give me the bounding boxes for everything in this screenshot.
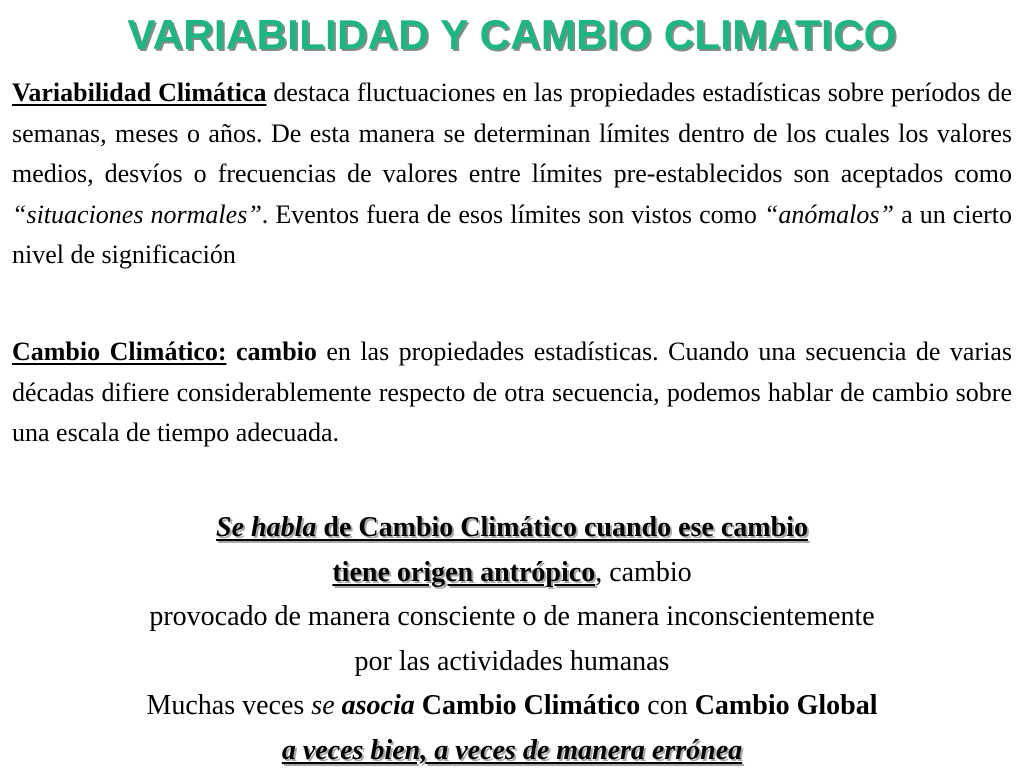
center-line5-cambio-climatico: Cambio Climático — [422, 690, 641, 721]
centered-block — [0, 506, 1024, 773]
term-variabilidad-climatica: Variabilidad Climática — [12, 78, 266, 107]
p1-text-2: . Eventos fuera de esos límites son vistos como — [262, 200, 764, 229]
center-line2-rest: , cambio — [595, 557, 691, 588]
p2-bold-cambio: cambio — [236, 337, 317, 366]
center-line-1 — [0, 506, 1024, 551]
center-line-4: por las actividades humanas — [0, 640, 1024, 685]
term-cambio-climatico: Cambio Climático: — [12, 337, 227, 366]
tiene-origen-antropico: tiene origen antrópico — [332, 557, 595, 588]
center-line5-asocia: asocia — [342, 690, 415, 721]
center-line1-cambio-climatico: Cambio Climático — [358, 512, 577, 543]
p1-italic-situaciones-normales: “situaciones normales” — [12, 200, 262, 229]
page-title: VARIABILIDAD Y CAMBIO CLIMATICO — [0, 10, 1024, 60]
p1-text-1: destaca fluctuaciones en las propiedades estadísticas sobre períodos de semanas, meses o años. De esta manera se determinan límites dentro de los cuales los valores medios, desvíos o frecuencias de valores entre límites pre-establecidos son aceptados como — [12, 78, 1012, 188]
center-line5-se: se — [311, 690, 334, 721]
center-line5-space1 — [335, 690, 342, 721]
center-line5-space2 — [415, 690, 422, 721]
center-line-6: a veces bien, a veces de manera errónea — [0, 729, 1024, 773]
center-line5-con: con — [640, 690, 694, 721]
paragraph-variabilidad — [12, 73, 1012, 276]
p2-text: en las propiedades estadísticas. Cuando una secuencia de varias décadas difiere considerablemente respecto de otra secuencia, podemos hablar de cambio sobre una escala de tiempo adecuada. — [12, 337, 1012, 447]
p1-text-3: a un cierto nivel de significación — [12, 200, 1012, 270]
p1-italic-anomalos: “anómalos” — [764, 200, 894, 229]
se-habla: Se habla — [216, 512, 316, 543]
center-line-3: provocado de manera consciente o de manera inconscientemente — [0, 595, 1024, 640]
center-line5-cambio-global: Cambio Global — [695, 690, 878, 721]
paragraph-cambio-climatico — [12, 332, 1012, 454]
center-line-2 — [0, 551, 1024, 596]
center-line5-a: Muchas veces — [146, 690, 311, 721]
center-line1-rest: cuando ese cambio — [577, 512, 808, 543]
p2-space — [227, 337, 236, 366]
center-line-5 — [0, 684, 1024, 729]
center-line1-de: de — [316, 512, 358, 543]
